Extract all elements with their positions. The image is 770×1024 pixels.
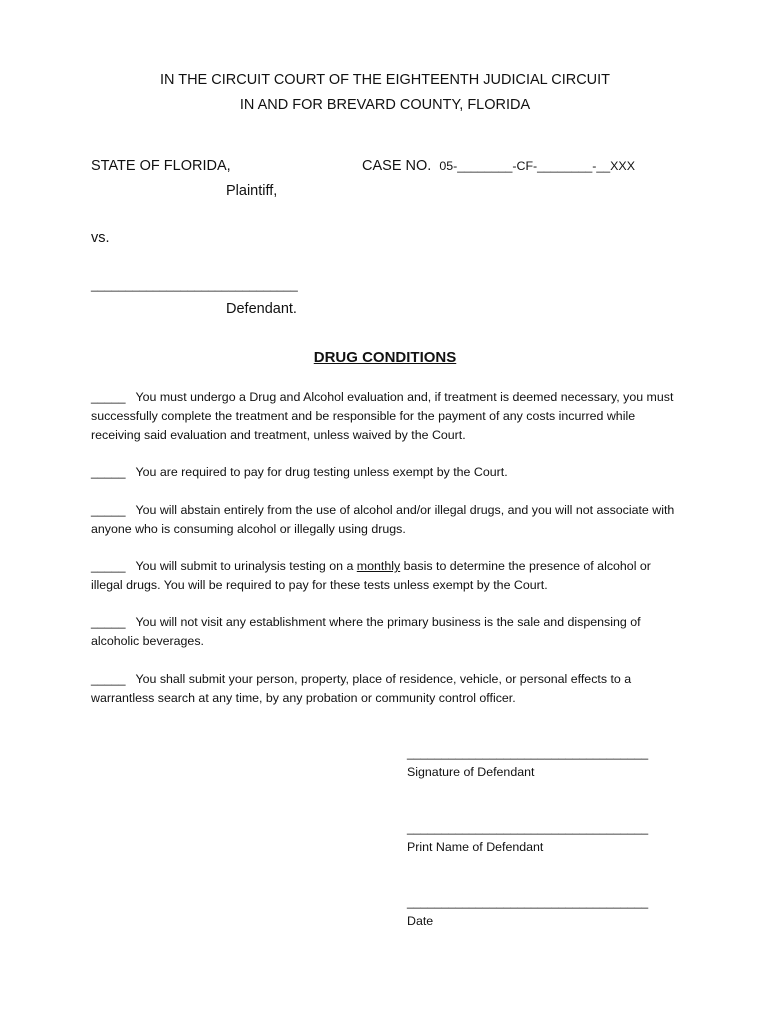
defendant-name-blank: ______________________________ xyxy=(91,278,298,292)
condition-text: You shall submit your person, property, place of residence, vehicle, or personal effects to a warrantless search at any time, by any probation or community control officer. xyxy=(91,672,632,705)
date-line: ___________________________________ xyxy=(407,895,649,909)
condition-text: You must undergo a Drug and Alcohol evaluation and, if treatment is deemed necessary, you must successfully complete the treatment and be responsible for the payment of any costs incurred while receiving said evaluation and treatment, unless waived by the Court. xyxy=(91,390,674,442)
plaintiff-role: Plaintiff, xyxy=(226,183,278,199)
condition-text: You will abstain entirely from the use of alcohol and/or illegal drugs, and you will not associate with anyone who is consuming alcohol or illegally using drugs. xyxy=(91,503,675,536)
condition-checkbox-blank: _____ xyxy=(91,559,126,573)
condition-checkbox-blank: _____ xyxy=(91,672,126,686)
court-header-line2: IN AND FOR BREVARD COUNTY, FLORIDA xyxy=(239,97,531,113)
condition-3 xyxy=(91,501,681,539)
plaintiff-name: STATE OF FLORIDA, xyxy=(91,158,231,174)
defendant-role: Defendant. xyxy=(226,301,297,317)
versus-label: vs. xyxy=(91,230,110,246)
document-title: DRUG CONDITIONS xyxy=(313,349,457,366)
condition-checkbox-blank: _____ xyxy=(91,503,126,517)
print-name-line: ___________________________________ xyxy=(407,821,649,835)
condition-2 xyxy=(91,463,681,482)
condition-checkbox-blank: _____ xyxy=(91,615,126,629)
condition-frequency: monthly xyxy=(356,559,401,573)
condition-checkbox-blank: _____ xyxy=(91,465,126,479)
signature-label: Signature of Defendant xyxy=(407,765,535,779)
condition-text: You are required to pay for drug testing unless exempt by the Court. xyxy=(135,465,508,479)
date-label: Date xyxy=(407,914,434,928)
condition-1 xyxy=(91,388,681,445)
signature-line: ___________________________________ xyxy=(407,746,649,760)
condition-checkbox-blank: _____ xyxy=(91,390,126,404)
condition-5 xyxy=(91,613,681,651)
condition-6 xyxy=(91,670,681,708)
court-header-line1: IN THE CIRCUIT COURT OF THE EIGHTEENTH JUDICIAL CIRCUIT xyxy=(159,72,611,88)
case-number-label: CASE NO. xyxy=(362,158,432,174)
condition-4 xyxy=(91,557,681,595)
condition-text-after: basis to determine the presence of alcohol or illegal drugs. You will be required to pay for these tests unless exempt by the Court. xyxy=(91,559,651,592)
case-number-value: 05-________-CF-________-__XXX xyxy=(439,159,635,173)
condition-text: You will not visit any establishment where the primary business is the sale and dispensing of alcoholic beverages. xyxy=(91,615,641,648)
case-number xyxy=(362,158,635,174)
print-name-label: Print Name of Defendant xyxy=(407,840,544,854)
condition-text-before: You will submit to urinalysis testing on a xyxy=(135,559,354,573)
